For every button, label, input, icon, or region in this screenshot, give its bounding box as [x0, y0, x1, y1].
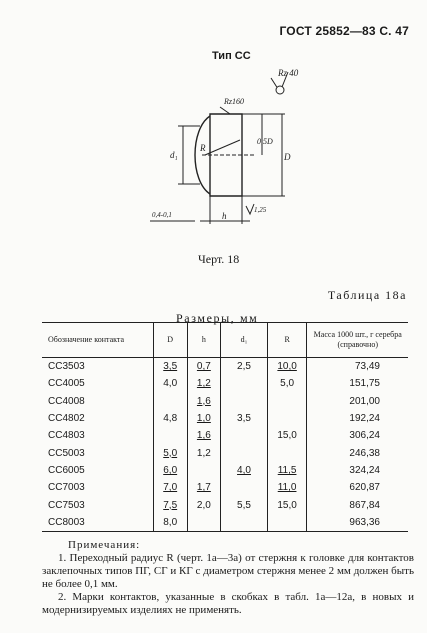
- technical-drawing: [150, 64, 320, 244]
- r-cell: [267, 393, 307, 410]
- h-cell: [187, 462, 221, 479]
- rz-head-label: Rz160: [224, 97, 244, 106]
- r-cell: 15,0: [267, 496, 307, 513]
- table-number: Таблица 18а: [327, 288, 407, 302]
- table-row: [42, 427, 408, 444]
- note-item-1: 1. Переходный радиус R (черт. 1а—3а) от стержня к головке для контактов заклепочных типов ПГ, СГ и КГ с диаметром стержня менее 2 мм должен быть не более 0,1 мм.: [42, 552, 414, 590]
- mass-cell: 867,84: [307, 496, 408, 513]
- roughness-label: Rz 40: [278, 68, 299, 78]
- notes-section: [42, 539, 414, 617]
- d-cell: [153, 393, 187, 410]
- r-cell: 11,0: [267, 479, 307, 496]
- mass-cell: 73,49: [307, 358, 408, 376]
- d-label: D: [284, 152, 291, 162]
- table-row: [42, 462, 408, 479]
- figure-type-title: Тип СС: [212, 50, 251, 62]
- table-row: [42, 393, 408, 410]
- r-cell: 10,0: [267, 358, 307, 376]
- r-cell: [267, 444, 307, 461]
- designation-cell: СС5003: [48, 447, 85, 459]
- designation-cell: СС4802: [48, 413, 85, 425]
- mass-cell: 963,36: [307, 514, 408, 532]
- h-cell: 1,6: [187, 427, 221, 444]
- h-label: h: [222, 211, 227, 221]
- r-cell: [267, 514, 307, 532]
- d1-cell: 3,5: [221, 410, 268, 427]
- col-d1: d₁: [221, 323, 268, 358]
- d1-cell: 2,5: [221, 358, 268, 376]
- tolerance-label: 0,4-0,1: [152, 211, 172, 219]
- d1-cell: [221, 393, 268, 410]
- d-cell: [153, 427, 187, 444]
- d1-cell: [221, 444, 268, 461]
- r-cell: 11,5: [267, 462, 307, 479]
- d1-cell: [221, 427, 268, 444]
- r-cell: [267, 410, 307, 427]
- note-item-2: 2. Марки контактов, указанные в скобках в табл. 1а—12а, в новых и модернизируемых изделиях не применять.: [42, 591, 414, 616]
- designation-cell: СС4005: [48, 378, 85, 390]
- h-cell: 1,6: [187, 393, 221, 410]
- radius-label: R: [200, 143, 206, 153]
- rz-small-label: 1,25: [254, 206, 267, 214]
- col-r: R: [267, 323, 307, 358]
- designation-cell: СС3503: [48, 361, 85, 373]
- h-cell: 2,0: [187, 496, 221, 513]
- mass-cell: 151,75: [307, 375, 408, 392]
- col-mass: Масса 1000 шт., г серебра (справочно): [307, 323, 408, 358]
- d-cell: 6,0: [153, 462, 187, 479]
- r-cell: 5,0: [267, 375, 307, 392]
- table-row: [42, 444, 408, 461]
- designation-cell: СС6005: [48, 464, 85, 476]
- d1-cell: [221, 375, 268, 392]
- table-header-row: [42, 323, 408, 358]
- d-cell: 8,0: [153, 514, 187, 532]
- mass-cell: 201,00: [307, 393, 408, 410]
- d-cell: 4,0: [153, 375, 187, 392]
- d-cell: 7,0: [153, 479, 187, 496]
- designation-cell: СС4803: [48, 430, 85, 442]
- table-row: [42, 479, 408, 496]
- table-row: [42, 514, 408, 532]
- col-designation: Обозначение контакта: [42, 323, 153, 358]
- d1-cell: 4,0: [221, 462, 268, 479]
- r-cell: 15,0: [267, 427, 307, 444]
- figure-caption: Черт. 18: [198, 252, 240, 266]
- d1-cell: 5,5: [221, 496, 268, 513]
- d-cell: 7,5: [153, 496, 187, 513]
- notes-title: Примечания:: [68, 539, 141, 551]
- half-d-label: 0,5D: [257, 137, 273, 146]
- d1-cell: [221, 514, 268, 532]
- col-h: h: [187, 323, 221, 358]
- table-row: [42, 358, 408, 376]
- h-cell: 1,2: [187, 444, 221, 461]
- table-title: Размеры, мм: [176, 311, 259, 325]
- h-cell: 1,2: [187, 375, 221, 392]
- mass-cell: 306,24: [307, 427, 408, 444]
- designation-cell: СС8003: [48, 516, 85, 528]
- h-cell: 1,0: [187, 410, 221, 427]
- mass-cell: 324,24: [307, 462, 408, 479]
- mass-cell: 246,38: [307, 444, 408, 461]
- page-header: ГОСТ 25852—83 С. 47: [279, 24, 409, 38]
- specification-table: [42, 322, 408, 532]
- table-row: [42, 496, 408, 513]
- h-cell: 0,7: [187, 358, 221, 376]
- table-row: [42, 375, 408, 392]
- designation-cell: СС7003: [48, 482, 85, 494]
- d-cell: 4,8: [153, 410, 187, 427]
- d-cell: 3,5: [153, 358, 187, 376]
- col-d: D: [153, 323, 187, 358]
- d-cell: 5,0: [153, 444, 187, 461]
- designation-cell: СС4008: [48, 395, 85, 407]
- h-cell: [187, 514, 221, 532]
- d1-label: d₁: [170, 150, 178, 160]
- table-row: [42, 410, 408, 427]
- h-cell: 1,7: [187, 479, 221, 496]
- d1-cell: [221, 479, 268, 496]
- mass-cell: 192,24: [307, 410, 408, 427]
- designation-cell: СС7503: [48, 499, 85, 511]
- mass-cell: 620,87: [307, 479, 408, 496]
